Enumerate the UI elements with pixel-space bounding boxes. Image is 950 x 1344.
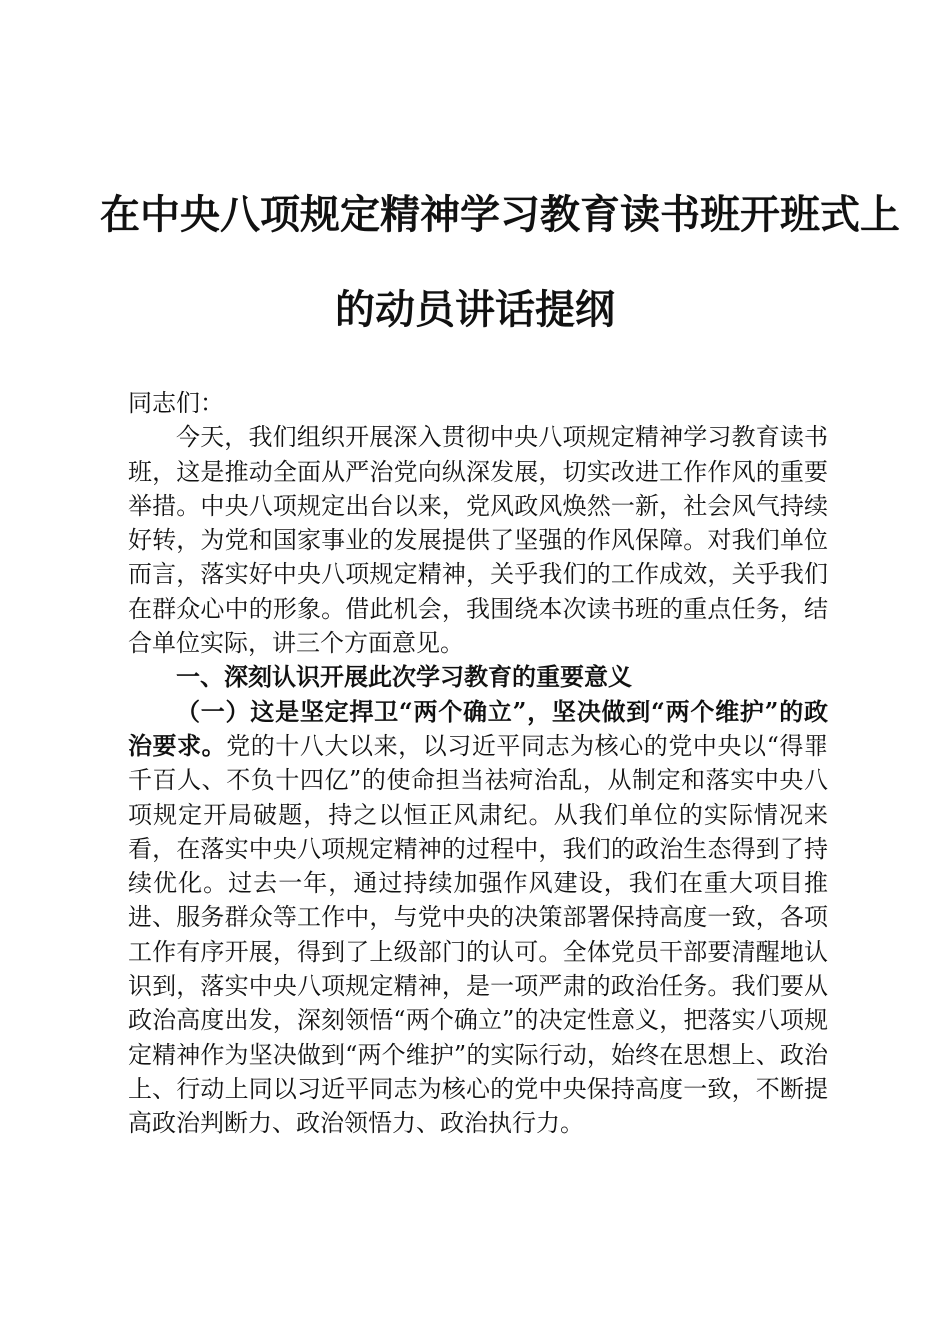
document-title-line-2: 的动员讲话提纲 [335,286,615,333]
document-body [128,386,828,1141]
salutation: 同志们： [128,389,224,417]
section-1-sub-1-paragraph [128,695,828,1141]
document-title-line-1: 在中央八项规定精神学习教育读书班开班式上 [100,191,900,238]
section-1-heading: 一、深刻认识开展此次学习教育的重要意义 [176,663,632,692]
section-1-sub-1-heading: （一）这是坚定捍卫“两个确立”，坚决做到“两个维护”的政治要求。 [128,696,828,760]
intro-paragraph: 今天，我们组织开展深入贯彻中央八项规定精神学习教育读书班，这是推动全面从严治党向纵深发展，切实改进工作作风的重要举措。中央八项规定出台以来，党风政风焕然一新，社会风气持续好转，为党和国家事业的发展提供了坚强的作风保障。对我们单位而言，落实好中央八项规定精神，关乎我们的工作成效，关乎我们在群众心中的形象。借此机会，我围绕本次读书班的重点任务，结合单位实际，讲三个方面意见。 [128,423,828,658]
section-1-sub-1-body: 党的十八大以来，以习近平同志为核心的党中央以“得罪千百人、不负十四亿”的使命担当祛疴治乱，从制定和落实中央八项规定开局破题，持之以恒正风肃纪。从我们单位的实际情况来看，在落实中央八项规定精神的过程中，我们的政治生态得到了持续优化。过去一年，通过持续加强作风建设，我们在重大项目推进、服务群众等工作中，与党中央的决策部署保持高度一致，各项工作有序开展，得到了上级部门的认可。全体党员干部要清醒地认识到，落实中央八项规定精神，是一项严肃的政治任务。我们要从政治高度出发，深刻领悟“两个确立”的决定性意义，把落实八项规定精神作为坚决做到“两个维护”的实际行动，始终在思想上、政治上、行动上同以习近平同志为核心的党中央保持高度一致，不断提高政治判断力、政治领悟力、政治执行力。 [128,731,828,1138]
